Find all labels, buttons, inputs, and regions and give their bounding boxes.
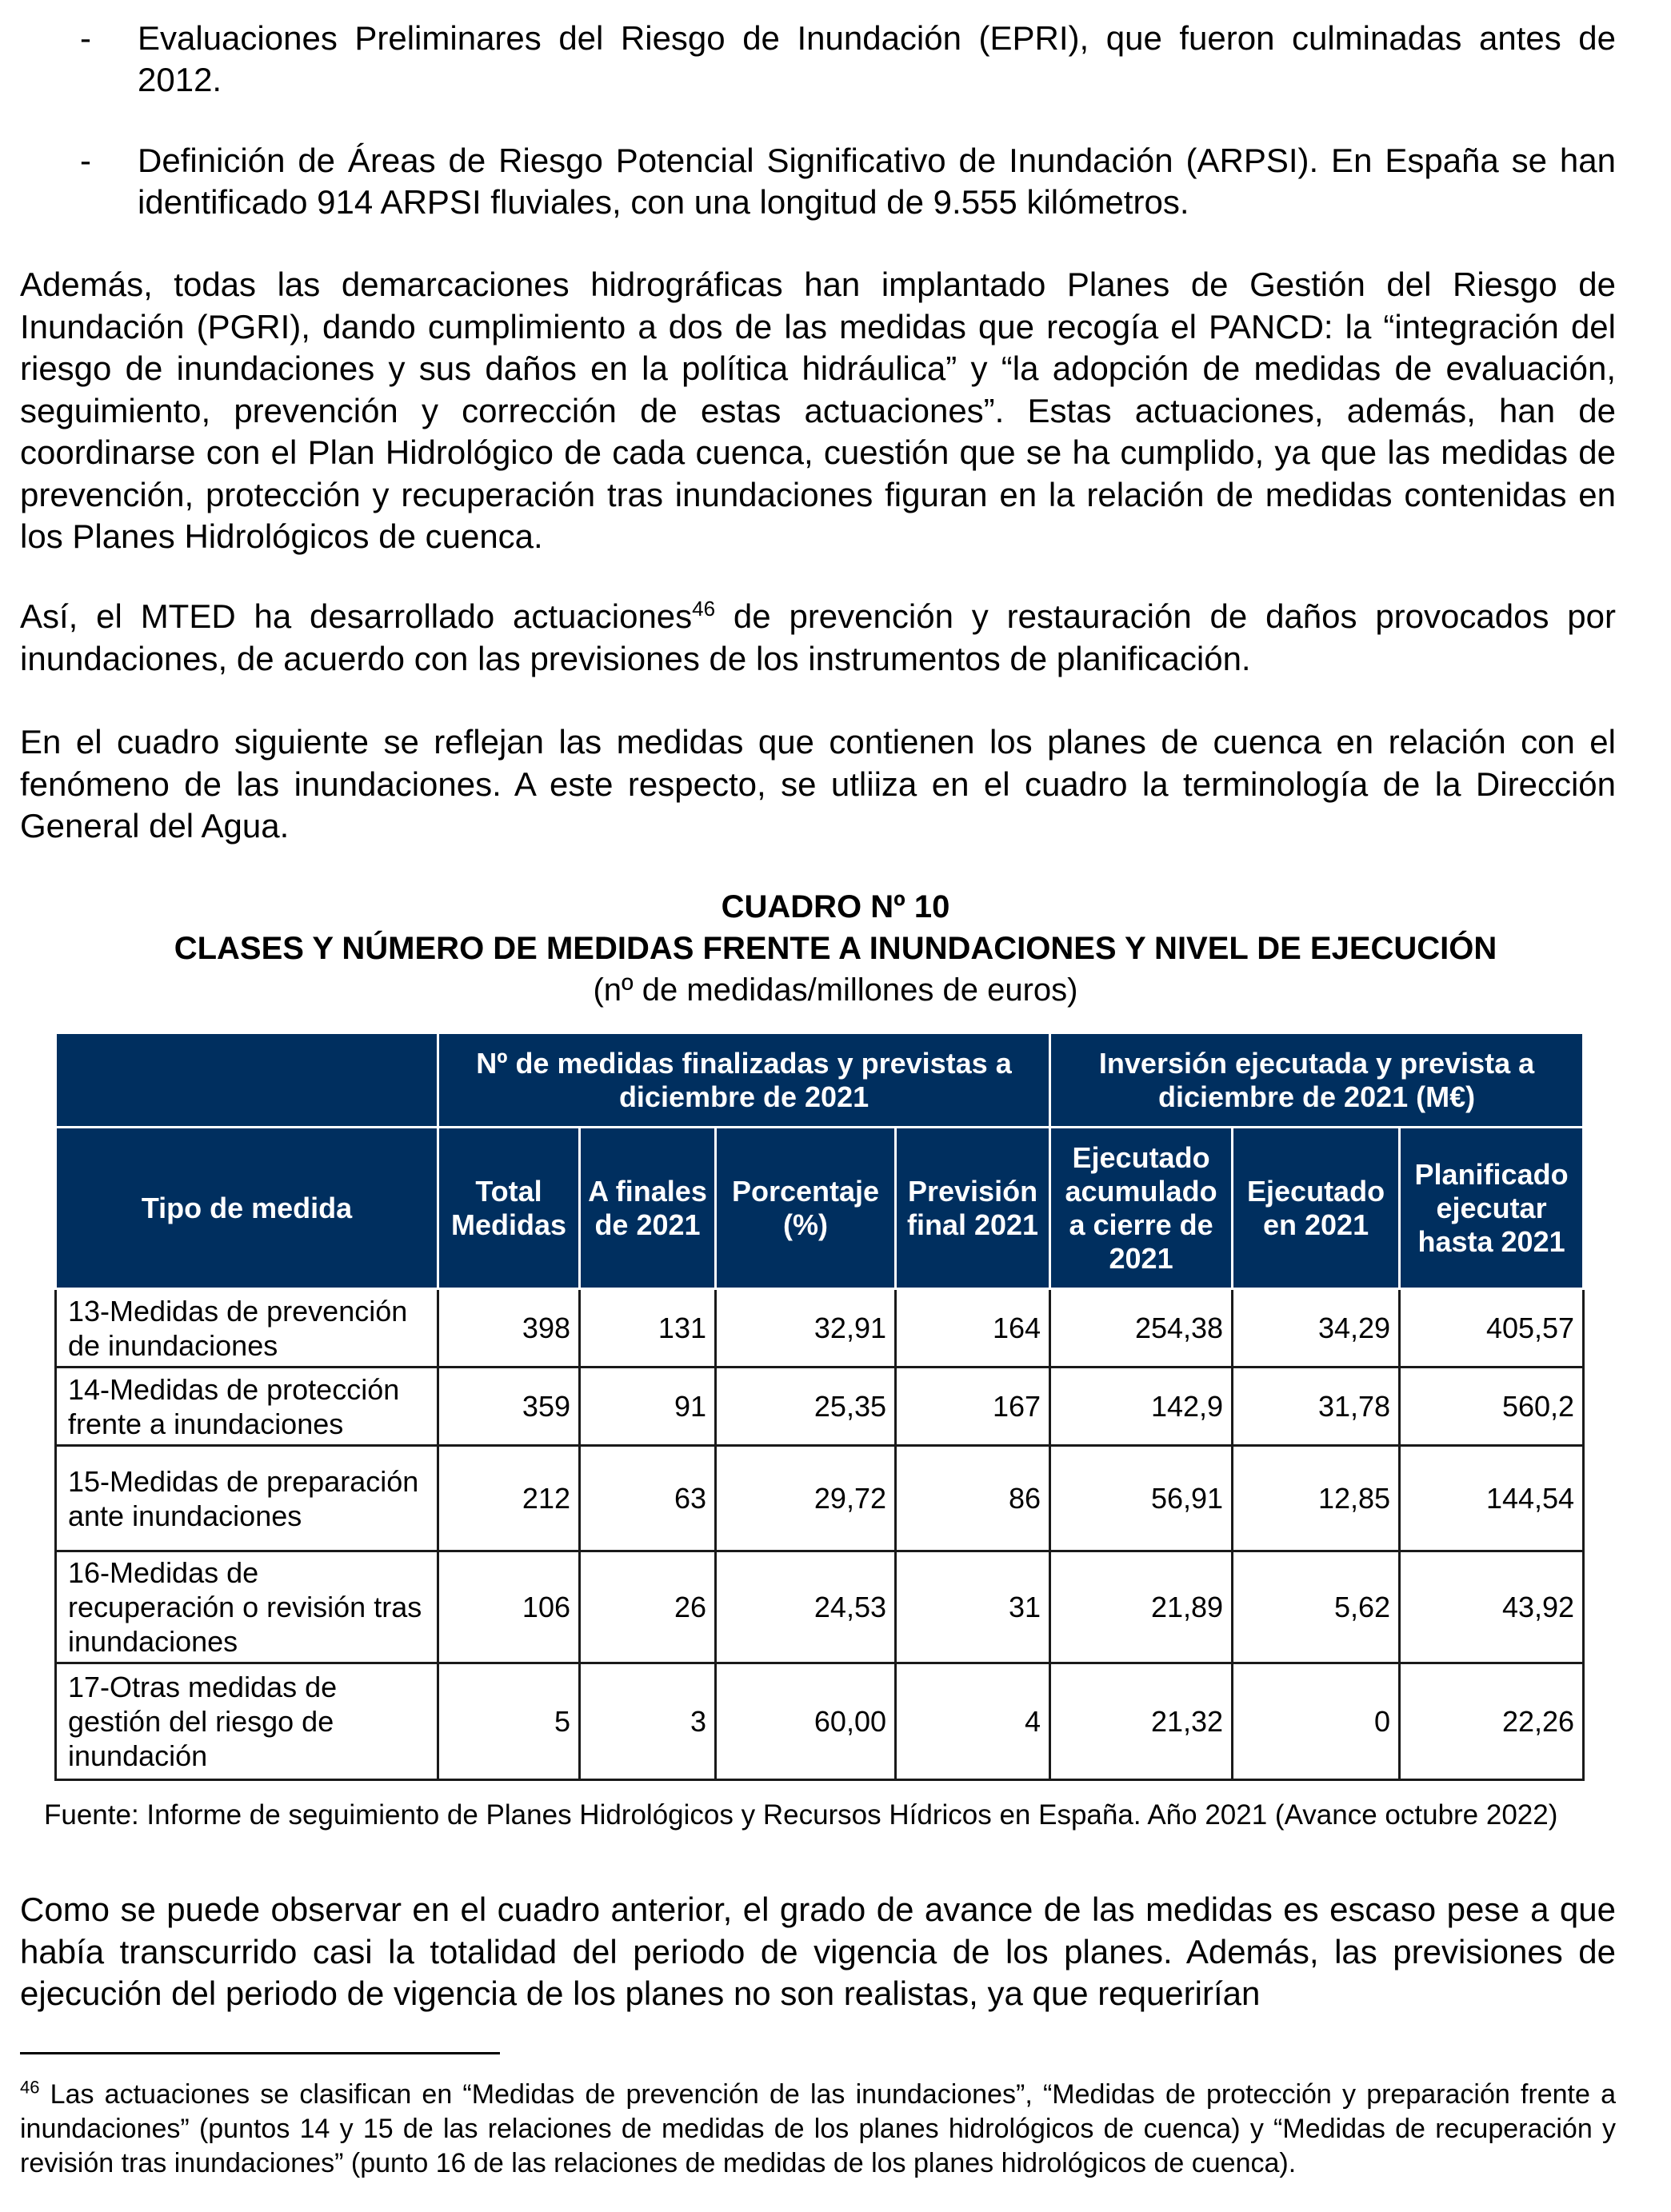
cell-ejecutado-acumulado: 21,32 xyxy=(1050,1663,1233,1780)
cell-total: 359 xyxy=(438,1368,580,1446)
footnote-46 xyxy=(20,2078,1616,2181)
cell-ejecutado-acumulado: 56,91 xyxy=(1050,1446,1233,1551)
col-header-porcentaje: Porcentaje (%) xyxy=(716,1128,896,1289)
col-header-tipo: Tipo de medida xyxy=(56,1128,438,1289)
cell-porcentaje: 60,00 xyxy=(716,1663,896,1780)
cell-planificado: 43,92 xyxy=(1400,1551,1584,1663)
cell-planificado: 560,2 xyxy=(1400,1368,1584,1446)
cell-finales: 91 xyxy=(580,1368,716,1446)
footnote-number: 46 xyxy=(20,2077,40,2098)
cell-tipo: 13-Medidas de prevención de inundaciones xyxy=(56,1289,438,1368)
cell-prevision: 167 xyxy=(896,1368,1050,1446)
footnote-ref[interactable]: 46 xyxy=(692,597,716,621)
cell-tipo: 17-Otras medidas de gestión del riesgo de inundación xyxy=(56,1663,438,1780)
bullet-item-arpsi: Definición de Áreas de Riesgo Potencial Significativo de Inundación (ARPSI). En España se han identificado 914 ARPSI fluviales, con una longitud de 9.555 kilómetros. xyxy=(138,142,1616,221)
bullet-item-epri: Evaluaciones Preliminares del Riesgo de Inundación (EPRI), que fueron culminadas antes de 2012. xyxy=(138,19,1616,98)
cell-ejecutado-2021: 34,29 xyxy=(1233,1289,1400,1368)
col-header-ejecutado-acumulado: Ejecutado acumulado a cierre de 2021 xyxy=(1050,1128,1233,1289)
cell-ejecutado-2021: 5,62 xyxy=(1233,1551,1400,1663)
cell-porcentaje: 25,35 xyxy=(716,1368,896,1446)
paragraph-mted xyxy=(20,596,1616,680)
col-header-total: Total Medidas xyxy=(438,1128,580,1289)
cell-porcentaje: 29,72 xyxy=(716,1446,896,1551)
measures-table xyxy=(54,1032,1585,1781)
cell-prevision: 31 xyxy=(896,1551,1050,1663)
cell-ejecutado-2021: 31,78 xyxy=(1233,1368,1400,1446)
paragraph-conclusion: Como se puede observar en el cuadro anterior, el grado de avance de las medidas es escaso pese a que había transcurrido casi la totalidad del periodo de vigencia de los planes. Además, las previsiones de ejecución del periodo de vigencia de los planes no son realistas, ya que requerirían xyxy=(20,1891,1616,2012)
table-number: CUADRO Nº 10 xyxy=(721,889,950,924)
cell-porcentaje: 24,53 xyxy=(716,1551,896,1663)
cell-tipo: 16-Medidas de recuperación o revisión tras inundaciones xyxy=(56,1551,438,1663)
cell-prevision: 86 xyxy=(896,1446,1050,1551)
paragraph-cuadro-intro: En el cuadro siguiente se reflejan las medidas que contienen los planes de cuenca en relación con el fenómeno de las inundaciones. A este respecto, se utliiza en el cuadro la terminología de la Dirección General del Agua. xyxy=(20,723,1616,844)
cell-ejecutado-2021: 0 xyxy=(1233,1663,1400,1780)
cell-tipo: 14-Medidas de protección frente a inundaciones xyxy=(56,1368,438,1446)
table-row xyxy=(56,1551,1584,1663)
cell-total: 5 xyxy=(438,1663,580,1780)
paragraph-pgri: Además, todas las demarcaciones hidrográficas han implantado Planes de Gestión del Riesgo de Inundación (PGRI), dando cumplimiento a dos de las medidas que recogía el PANCD: la “integración del riesgo de inundaciones y sus daños en la política hidráulica” y “la adopción de medidas de evaluación, seguimiento, prevención y corrección de estas actuaciones”. Estas actuaciones, además, han de coordinarse con el Plan Hidrológico de cada cuenca, cuestión que se ha cumplido, ya que las medidas de prevención, protección y recuperación tras inundaciones figuran en la relación de medidas contenidas en los Planes Hidrológicos de cuenca. xyxy=(20,266,1616,555)
bullet-dash: - xyxy=(80,142,91,179)
cell-ejecutado-acumulado: 21,89 xyxy=(1050,1551,1233,1663)
cell-ejecutado-acumulado: 254,38 xyxy=(1050,1289,1233,1368)
cell-prevision: 164 xyxy=(896,1289,1050,1368)
cell-finales: 26 xyxy=(580,1551,716,1663)
cell-planificado: 405,57 xyxy=(1400,1289,1584,1368)
footnote-text: Las actuaciones se clasifican en “Medidas de prevención de las inundaciones”, “Medidas de protección y preparación frente a inundaciones” (puntos 14 y 15 de las relaciones de medidas de los planes hidrológicos de cuenca) y “Medidas de recuperación y revisión tras inundaciones” (punto 16 de las relaciones de medidas de los planes hidrológicos de cuenca). xyxy=(20,2079,1616,2178)
col-header-prevision: Previsión final 2021 xyxy=(896,1128,1050,1289)
cell-prevision: 4 xyxy=(896,1663,1050,1780)
header-empty-cell xyxy=(56,1033,438,1128)
table-source: Fuente: Informe de seguimiento de Planes Hidrológicos y Recursos Hídricos en España. Año 2021 (Avance octubre 2022) xyxy=(44,1799,1558,1831)
cell-total: 398 xyxy=(438,1289,580,1368)
table-row xyxy=(56,1368,1584,1446)
cell-finales: 3 xyxy=(580,1663,716,1780)
table-title: CLASES Y NÚMERO DE MEDIDAS FRENTE A INUNDACIONES Y NIVEL DE EJECUCIÓN xyxy=(174,931,1497,966)
bullet-dash: - xyxy=(80,19,91,57)
footnote-divider xyxy=(20,2052,500,2054)
cell-ejecutado-acumulado: 142,9 xyxy=(1050,1368,1233,1446)
group-header-inversion: Inversión ejecutada y prevista a diciembre de 2021 (M€) xyxy=(1050,1033,1584,1128)
paragraph-text: de prevención y restauración de daños provocados por inundaciones, de acuerdo con las previsiones de los instrumentos de planificación. xyxy=(20,597,1616,677)
table-subtitle: (nº de medidas/millones de euros) xyxy=(593,972,1078,1008)
col-header-finales: A finales de 2021 xyxy=(580,1128,716,1289)
cell-total: 106 xyxy=(438,1551,580,1663)
cell-finales: 63 xyxy=(580,1446,716,1551)
cell-finales: 131 xyxy=(580,1289,716,1368)
paragraph-text: Así, el MTED ha desarrollado actuaciones xyxy=(20,597,693,635)
col-header-ejecutado-2021: Ejecutado en 2021 xyxy=(1233,1128,1400,1289)
cell-planificado: 144,54 xyxy=(1400,1446,1584,1551)
table-row xyxy=(56,1289,1584,1368)
table-row xyxy=(56,1663,1584,1780)
cell-ejecutado-2021: 12,85 xyxy=(1233,1446,1400,1551)
group-header-num-medidas: Nº de medidas finalizadas y previstas a diciembre de 2021 xyxy=(438,1033,1050,1128)
col-header-planificado: Planificado ejecutar hasta 2021 xyxy=(1400,1128,1584,1289)
cell-total: 212 xyxy=(438,1446,580,1551)
table-row xyxy=(56,1446,1584,1551)
cell-porcentaje: 32,91 xyxy=(716,1289,896,1368)
cell-tipo: 15-Medidas de preparación ante inundaciones xyxy=(56,1446,438,1551)
cell-planificado: 22,26 xyxy=(1400,1663,1584,1780)
